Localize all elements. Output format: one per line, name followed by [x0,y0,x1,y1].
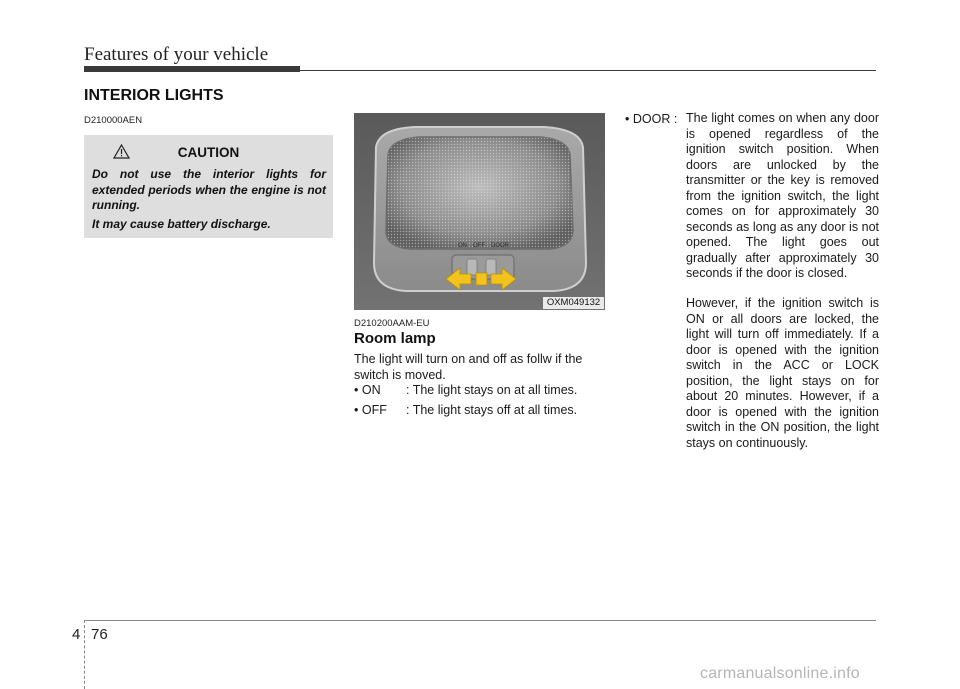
page-header-title: Features of your vehicle [84,44,269,65]
bullet-on-desc: : The light stays on at all times. [406,383,578,397]
caution-text [92,167,326,232]
room-lamp-title: Room lamp [354,330,436,347]
room-lamp-intro: The light will turn on and off as follw if the switch is moved. [354,352,583,382]
caution-line-1: Do not use the interior lights for extended periods when the engine is not running. [92,167,326,212]
chapter-number: 4 [72,626,81,643]
section-title: INTERIOR LIGHTS [84,87,224,104]
caution-box [84,135,333,238]
room-lamp-code: D210200AAM-EU [354,318,430,329]
section-code: D210000AEN [84,115,143,126]
switch-label-door: DOOR [491,243,509,249]
caution-line-2: It may cause battery discharge. [92,216,271,231]
door-note-paragraph: However, if the ignition switch is ON or all doors are locked, the light will turn off immediately. If a door is opened with the ignition switch in the ACC or LOCK position, the light stays on for about 20 minutes. However, if a door is opened with the ignition switch in the ON position, the light stays on continuously. [686,296,879,450]
room-lamp-figure [354,113,605,310]
caution-heading: CAUTION [177,145,240,160]
figure-label: OXM049132 [543,297,604,309]
switch-label-off: OFF [473,243,485,249]
footer-divider [84,620,86,689]
bullet-door-desc: The light comes on when any door is opened regardless of the ignition switch position. When doors are unlocked by the transmitter or the key is removed from the ignition switch, the light comes on for approximately 30 seconds as long as any door is not opened. The light goes out gradually after approximately 30 seconds if the door is closed. [686,111,879,280]
header-rule-thick [84,66,300,72]
bullet-on [354,382,577,398]
page-number: 76 [91,626,108,643]
center-square-icon [476,273,487,285]
bullet-off [354,402,577,418]
watermark: carmanualsonline.info [700,665,860,682]
bullet-on-term: • ON [354,383,381,397]
bullet-off-term: • OFF [354,403,387,417]
footer-rule [84,620,876,621]
header-rule-thin [300,70,876,71]
switch-label-on: ON [458,243,467,249]
bullet-off-desc: : The light stays off at all times. [406,403,578,417]
bullet-door-term: • DOOR : [625,112,678,126]
